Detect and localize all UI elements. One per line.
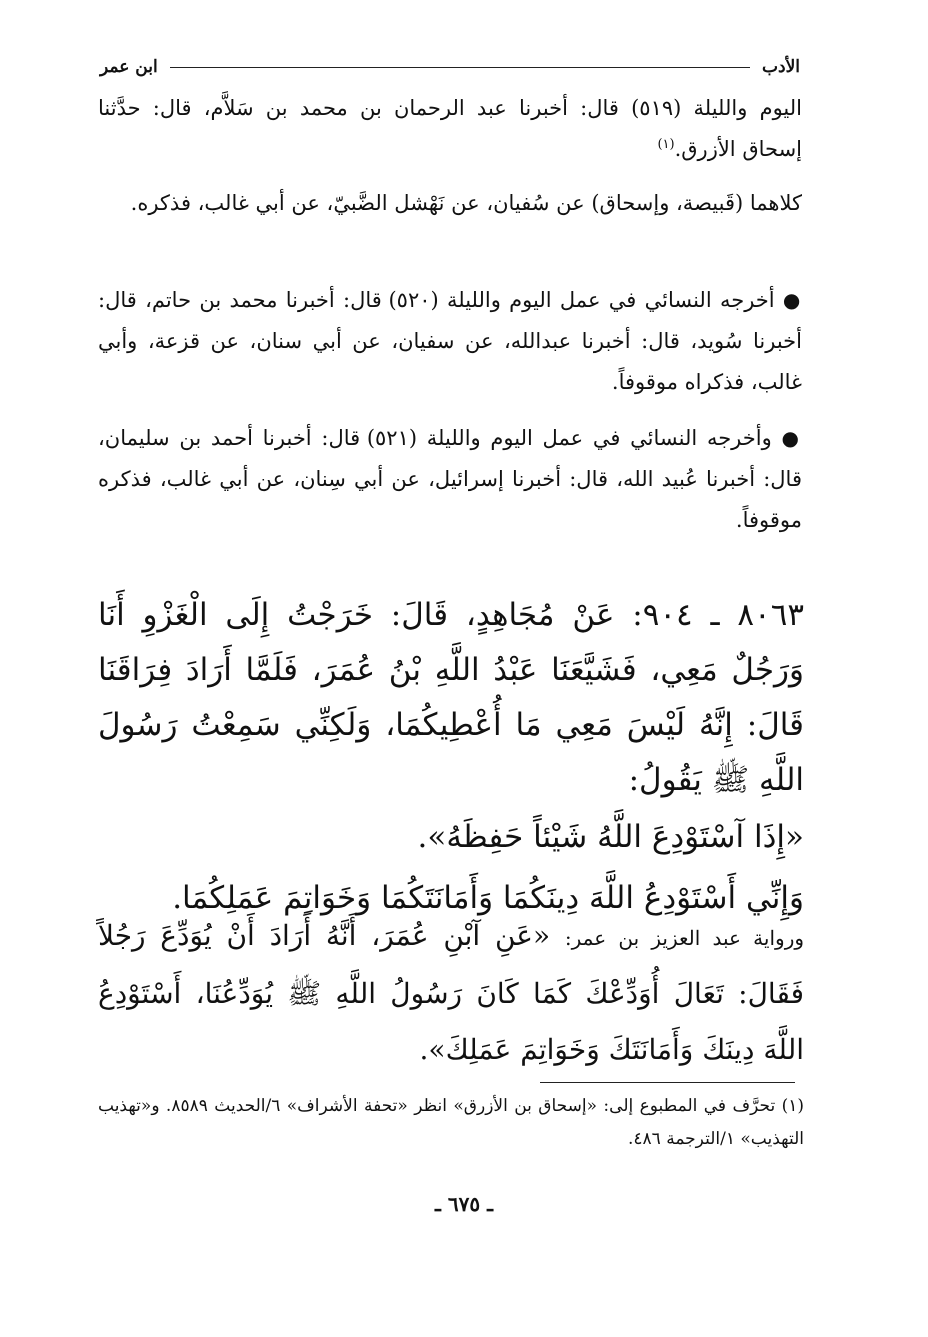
hadith-block [98, 588, 804, 926]
riwaya-text: «عَنِ آبْنِ عُمَرَ، أَنَّهُ أَرَادَ أَنْ يُوَدِّعَ رَجُلاً فَقَالَ: تَعَالَ أُوَدِّعْكَ كَمَا كَانَ رَسُولُ اللَّهِ ﷺ يُوَدِّعُنَا، أَسْتَوْدِعُ اللَّهَ دِينَكَ وَأَمَانَتَكَ وَخَوَاتِمَ عَمَلِكَ». [98, 919, 804, 1066]
nasai-521-paragraph [98, 418, 802, 541]
riwaya-block [98, 908, 804, 1078]
hadith-text: عَنْ مُجَاهِدٍ، قَالَ: خَرَجْتُ إِلَى الْغَزْوِ أَنَا وَرَجُلٌ مَعِي، فَشَيَّعَنَا عَبْدُ اللَّهِ بْنُ عُمَرَ، فَلَمَّا أَرَادَ فِرَاقَنَا قَالَ: إِنَّهُ لَيْسَ مَعِي مَا أُعْطِيكُمَا، وَلَكِنِّي سَمِعْتُ رَسُولَ اللَّهِ ﷺ يَقُولُ: [98, 597, 804, 798]
running-header [100, 52, 800, 82]
nasai-520-paragraph [98, 280, 802, 403]
kilahuma-paragraph [98, 183, 802, 224]
footnote [98, 1090, 804, 1156]
nasai-520-text: أخرجه النسائي في عمل اليوم والليلة (٥٢٠) قال: أخبرنا محمد بن حاتم، قال: أخبرنا سُويد، قال: أخبرنا عبدالله، عن سفيان، عن أبي سنان، عن قزعة، وأبي غالب، فذكراه موقوفاً. [98, 288, 802, 394]
header-section-title: الأدب [762, 57, 800, 77]
header-musnad-name: ابن عمر [100, 57, 158, 77]
hadith-quote: «إِذَا آسْتَوْدِعَ اللَّهُ شَيْئاً حَفِظَهُ». [417, 819, 804, 855]
kilahuma-text: كلاهما (قَبيصة، وإسحاق) عن سُفيان، عن نَهْشل الضَّبيّ، عن أبي غالب، فذكره. [130, 191, 802, 215]
riwaya-intro: ورواية عبد العزيز بن عمر: [564, 926, 805, 950]
intro-paragraph [98, 88, 802, 170]
page-number: ـ ٦٧٥ ـ [435, 1192, 493, 1216]
hadith-number: ٨٠٦٣ ـ ٩٠٤: [632, 597, 805, 633]
footnote-marker: (١) [657, 137, 675, 152]
bullet-icon: ● [781, 426, 802, 450]
header-rule [170, 67, 750, 68]
footnote-separator [540, 1082, 795, 1083]
footnote-text: (١) تحرَّف في المطبوع إلى: «إسحاق بن الأزرق» انظر «تحفة الأشراف» ٦/الحديث ٨٥٨٩. و«تهذيب التهذيب» ١/الترجمة ٤٨٦. [98, 1096, 804, 1149]
nasai-521-text: وأخرجه النسائي في عمل اليوم والليلة (٥٢١) قال: أخبرنا أحمد بن سليمان، قال: أخبرنا عُبيد الله، قال: أخبرنا إسرائيل، عن أبي سِنان، عن أبي غالب، فذكره موقوفاً. [98, 426, 802, 532]
hadith-closing: وَإِنِّي أَسْتَوْدِعُ اللَّهَ دِينَكُمَا وَأَمَانَتَكُمَا وَخَوَاتِمَ عَمَلِكُمَا. [172, 880, 804, 916]
intro-text: اليوم والليلة (٥١٩) قال: أخبرنا عبد الرحمان بن محمد بن سَلاَّم، قال: حدَّثنا إسحاق الأزرق. [98, 96, 802, 161]
bullet-icon: ● [782, 288, 802, 312]
